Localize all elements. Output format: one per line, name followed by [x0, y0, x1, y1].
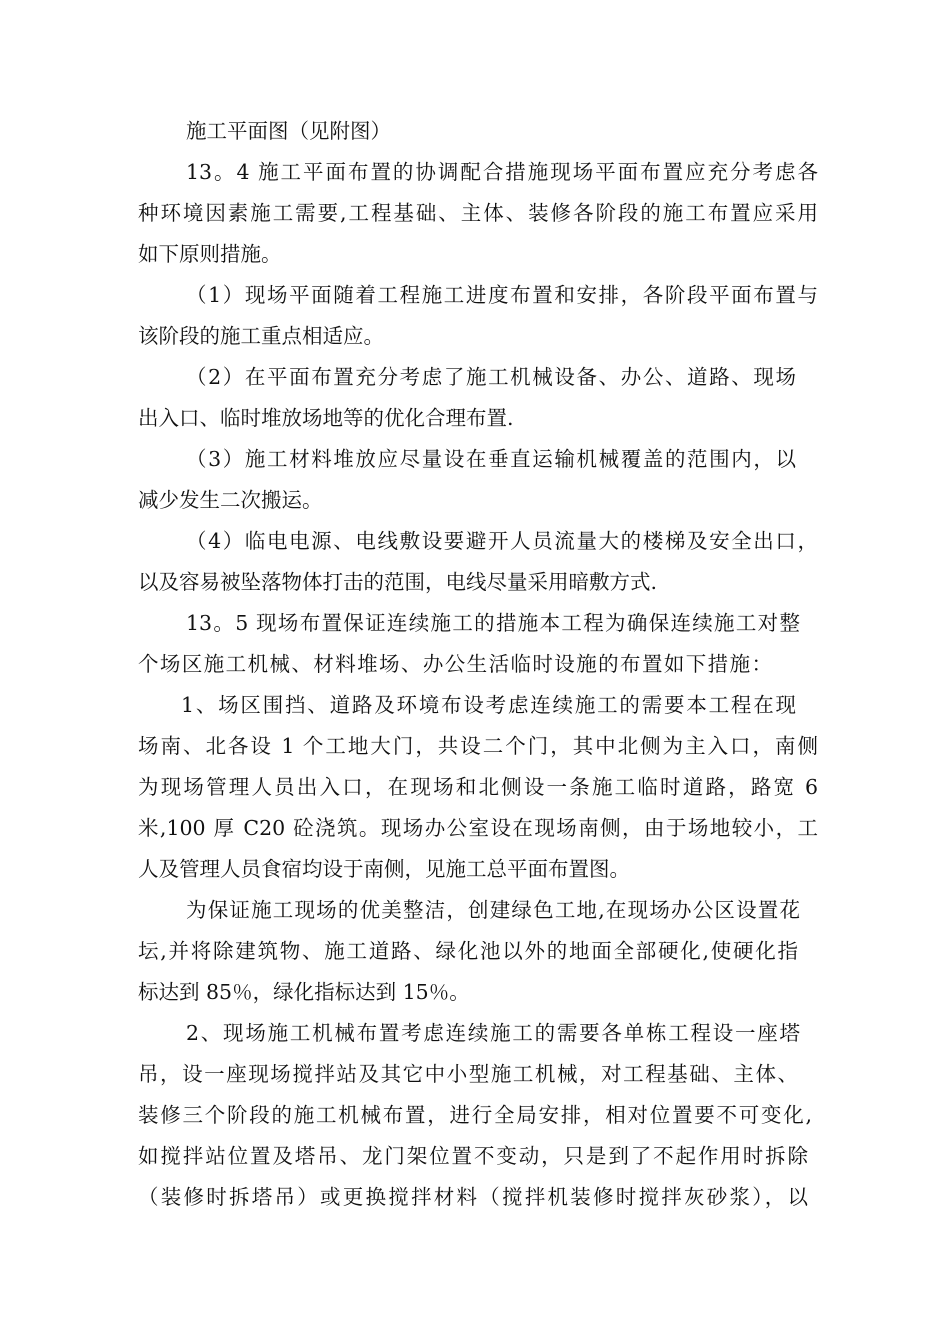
paragraph-13-5-line-1: 13。5 现场布置保证连续施工的措施本工程为确保连续施工对整 [186, 611, 800, 635]
section-1-line-5: 人及管理人员食宿均设于南侧，见施工总平面布置图。 [138, 857, 630, 881]
section-2-line-3: 装修三个阶段的施工机械布置，进行全局安排，相对位置要不可变化, [138, 1103, 812, 1127]
section-2-line-5: （装修时拆塔吊）或更换搅拌材料（搅拌机装修时搅拌灰砂浆），以 [138, 1185, 808, 1209]
item-2-line-1: （2）在平面布置充分考虑了施工机械设备、办公、道路、现场 [186, 365, 796, 389]
item-1-line-1: （1）现场平面随着工程施工进度布置和安排，各阶段平面布置与 [186, 283, 818, 307]
paragraph-13-4-line-3: 如下原则措施。 [138, 242, 282, 266]
item-1-line-2: 该阶段的施工重点相适应。 [138, 324, 384, 348]
greening-paragraph-line-3: 标达到 85％，绿化指标达到 15％。 [138, 980, 470, 1004]
section-2-line-4: 如搅拌站位置及塔吊、龙门架位置不变动，只是到了不起作用时拆除 [138, 1144, 808, 1168]
heading-site-plan: 施工平面图（见附图） [186, 119, 391, 143]
item-3-line-2: 减少发生二次搬运。 [138, 488, 323, 512]
greening-paragraph-line-2: 坛,并将除建筑物、施工道路、绿化池以外的地面全部硬化,使硬化指 [138, 939, 798, 963]
section-1-line-4: 米,100 厚 C20 砼浇筑。现场办公室设在现场南侧，由于场地较小，工 [138, 816, 818, 840]
section-2-line-2: 吊，设一座现场搅拌站及其它中小型施工机械，对工程基础、主体、 [138, 1062, 798, 1086]
paragraph-13-5-line-2: 个场区施工机械、材料堆场、办公生活临时设施的布置如下措施： [138, 652, 772, 676]
section-1-line-1: 1、场区围挡、道路及环境布设考虑连续施工的需要本工程在现 [181, 693, 796, 717]
greening-paragraph-line-1: 为保证施工现场的优美整洁，创建绿色工地,在现场办公区设置花 [186, 898, 800, 922]
paragraph-13-4-line-1: 13。4 施工平面布置的协调配合措施现场平面布置应充分考虑各 [186, 160, 818, 184]
paragraph-13-4-line-2: 种环境因素施工需要,工程基础、主体、装修各阶段的施工布置应采用 [138, 201, 818, 225]
item-2-line-2: 出入口、临时堆放场地等的优化合理布置. [138, 406, 514, 430]
section-1-line-3: 为现场管理人员出入口，在现场和北侧设一条施工临时道路，路宽 6 [138, 775, 818, 799]
item-3-line-1: （3）施工材料堆放应尽量设在垂直运输机械覆盖的范围内，以 [186, 447, 796, 471]
section-1-line-2: 场南、北各设 1 个工地大门，共设二个门，其中北侧为主入口，南侧 [138, 734, 818, 758]
section-2-line-1: 2、现场施工机械布置考虑连续施工的需要各单栋工程设一座塔 [186, 1021, 800, 1045]
item-4-line-1: （4）临电电源、电线敷设要避开人员流量大的楼梯及安全出口， [186, 529, 818, 553]
item-4-line-2: 以及容易被坠落物体打击的范围，电线尽量采用暗敷方式. [138, 570, 658, 594]
